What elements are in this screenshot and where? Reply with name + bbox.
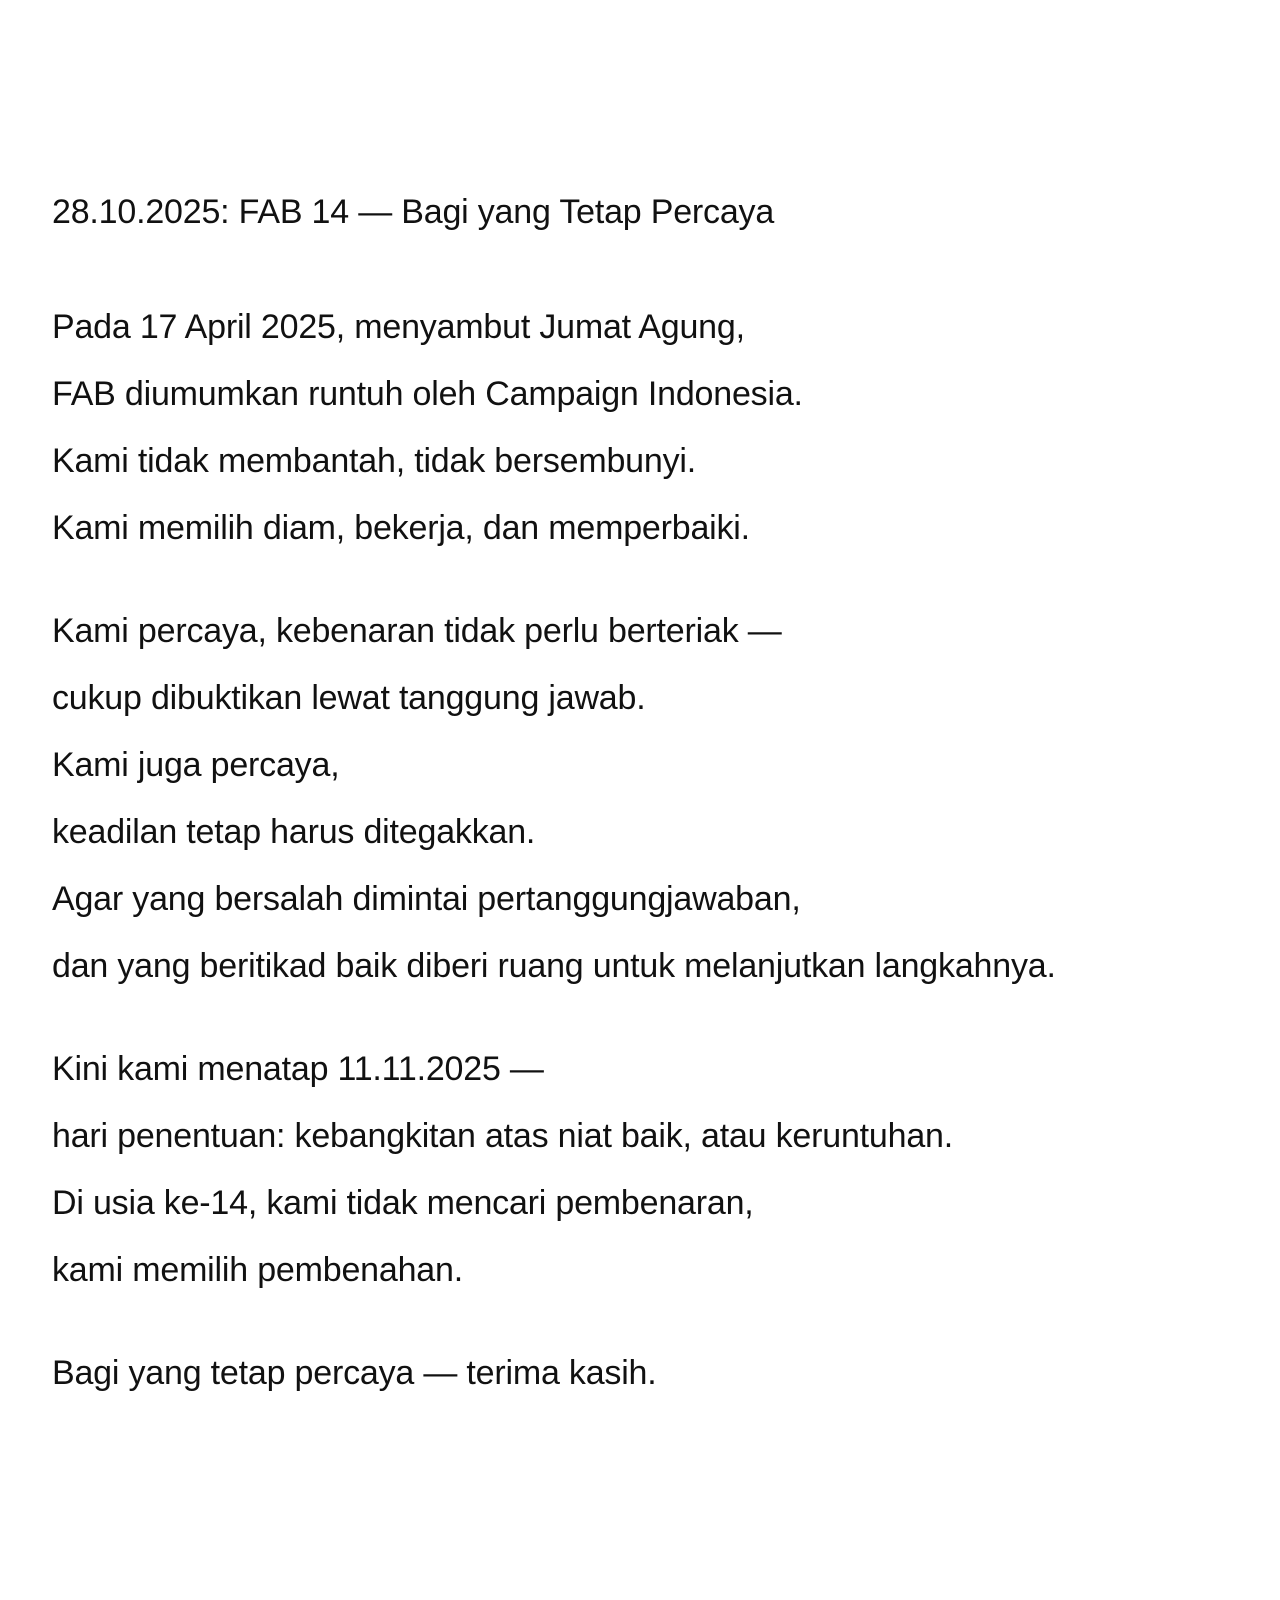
stanza-4	[52, 1340, 1262, 1407]
text-line: hari penentuan: kebangkitan atas niat baik, atau keruntuhan.	[52, 1117, 954, 1155]
stanza-3	[52, 1036, 1262, 1304]
text-line: Pada 17 April 2025, menyambut Jumat Agung,	[52, 308, 745, 346]
document-body	[52, 192, 1262, 1443]
text-line: Kami juga percaya,	[52, 746, 340, 784]
text-line: FAB diumumkan runtuh oleh Campaign Indonesia.	[52, 375, 803, 413]
text-line: Kami memilih diam, bekerja, dan memperbaiki.	[52, 509, 750, 547]
text-line: keadilan tetap harus ditegakkan.	[52, 813, 536, 851]
text-line: Di usia ke-14, kami tidak mencari pembenaran,	[52, 1184, 754, 1222]
text-line: Kami percaya, kebenaran tidak perlu berteriak —	[52, 612, 782, 650]
text-line: Bagi yang tetap percaya — terima kasih.	[52, 1354, 657, 1392]
text-line: Agar yang bersalah dimintai pertanggungjawaban,	[52, 880, 801, 918]
text-line: Kami tidak membantah, tidak bersembunyi.	[52, 442, 696, 480]
text-line: kami memilih pembenahan.	[52, 1251, 463, 1289]
text-line: Kini kami menatap 11.11.2025 —	[52, 1050, 544, 1088]
stanza-2	[52, 598, 1262, 1000]
document-title: 28.10.2025: FAB 14 — Bagi yang Tetap Percaya	[52, 193, 775, 231]
text-line: cukup dibuktikan lewat tanggung jawab.	[52, 679, 646, 717]
stanza-1	[52, 294, 1262, 562]
text-line: dan yang beritikad baik diberi ruang untuk melanjutkan langkahnya.	[52, 947, 1056, 985]
